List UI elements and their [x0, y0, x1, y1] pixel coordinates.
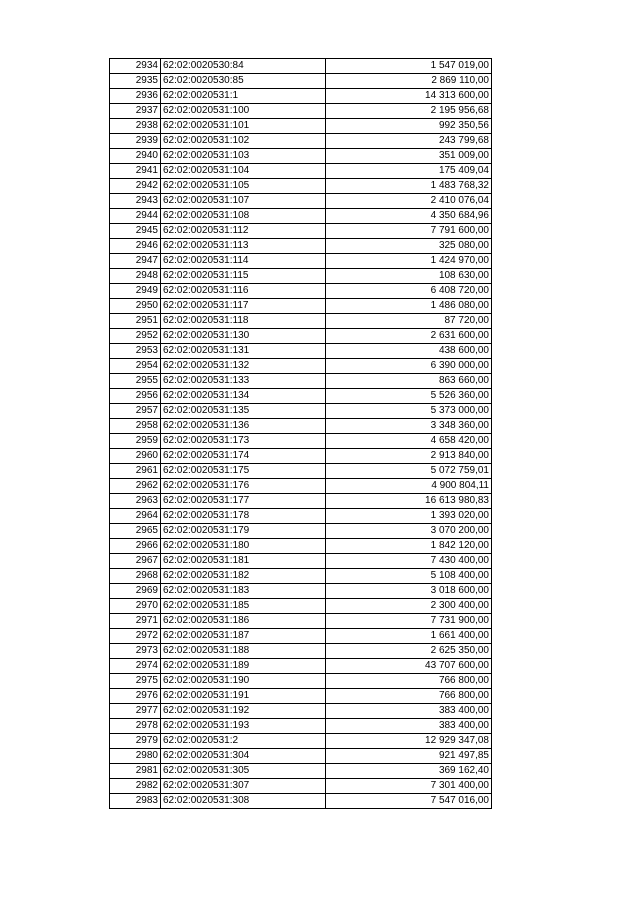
cadastral-value-cell: 243 799,68	[326, 134, 492, 149]
row-number-cell: 2967	[110, 554, 161, 569]
row-number-cell: 2934	[110, 59, 161, 74]
cadastral-number-cell: 62:02:0020531:186	[161, 614, 326, 629]
row-number-cell: 2939	[110, 134, 161, 149]
cadastral-number-cell: 62:02:0020531:136	[161, 419, 326, 434]
row-number-cell: 2947	[110, 254, 161, 269]
table-row	[110, 149, 492, 164]
cadastral-number-cell: 62:02:0020531:183	[161, 584, 326, 599]
table-row	[110, 344, 492, 359]
cadastral-number-cell: 62:02:0020531:173	[161, 434, 326, 449]
cadastral-number-cell: 62:02:0020531:115	[161, 269, 326, 284]
row-number-cell: 2983	[110, 794, 161, 809]
row-number-cell: 2942	[110, 179, 161, 194]
row-number-cell: 2943	[110, 194, 161, 209]
table-row	[110, 224, 492, 239]
table-row	[110, 134, 492, 149]
cadastral-value-cell: 2 625 350,00	[326, 644, 492, 659]
cadastral-value-cell: 87 720,00	[326, 314, 492, 329]
cadastral-number-cell: 62:02:0020531:187	[161, 629, 326, 644]
row-number-cell: 2949	[110, 284, 161, 299]
table-row	[110, 239, 492, 254]
table-row	[110, 494, 492, 509]
table-row	[110, 689, 492, 704]
cadastral-number-cell: 62:02:0020531:131	[161, 344, 326, 359]
table-row	[110, 479, 492, 494]
row-number-cell: 2956	[110, 389, 161, 404]
cadastral-number-cell: 62:02:0020531:118	[161, 314, 326, 329]
cadastral-number-cell: 62:02:0020531:113	[161, 239, 326, 254]
cadastral-number-cell: 62:02:0020531:117	[161, 299, 326, 314]
row-number-cell: 2946	[110, 239, 161, 254]
row-number-cell: 2954	[110, 359, 161, 374]
row-number-cell: 2963	[110, 494, 161, 509]
cadastral-number-cell: 62:02:0020531:308	[161, 794, 326, 809]
cadastral-value-cell: 1 661 400,00	[326, 629, 492, 644]
row-number-cell: 2953	[110, 344, 161, 359]
cadastral-number-cell: 62:02:0020531:105	[161, 179, 326, 194]
cadastral-number-cell: 62:02:0020531:100	[161, 104, 326, 119]
cadastral-value-cell: 12 929 347,08	[326, 734, 492, 749]
cadastral-value-cell: 7 791 600,00	[326, 224, 492, 239]
row-number-cell: 2962	[110, 479, 161, 494]
table-row	[110, 509, 492, 524]
cadastral-number-cell: 62:02:0020531:189	[161, 659, 326, 674]
cadastral-value-cell: 14 313 600,00	[326, 89, 492, 104]
cadastral-value-cell: 5 108 400,00	[326, 569, 492, 584]
cadastral-value-cell: 4 900 804,11	[326, 479, 492, 494]
row-number-cell: 2981	[110, 764, 161, 779]
cadastral-value-cell: 7 547 016,00	[326, 794, 492, 809]
cadastral-number-cell: 62:02:0020531:188	[161, 644, 326, 659]
cadastral-number-cell: 62:02:0020531:1	[161, 89, 326, 104]
cadastral-value-cell: 1 486 080,00	[326, 299, 492, 314]
cadastral-value-cell: 16 613 980,83	[326, 494, 492, 509]
cadastral-number-cell: 62:02:0020531:193	[161, 719, 326, 734]
table-row	[110, 299, 492, 314]
cadastral-value-cell: 2 300 400,00	[326, 599, 492, 614]
cadastral-value-cell: 383 400,00	[326, 719, 492, 734]
cadastral-number-cell: 62:02:0020531:182	[161, 569, 326, 584]
row-number-cell: 2969	[110, 584, 161, 599]
table-row	[110, 269, 492, 284]
row-number-cell: 2977	[110, 704, 161, 719]
cadastral-value-cell: 2 410 076,04	[326, 194, 492, 209]
cadastral-number-cell: 62:02:0020531:104	[161, 164, 326, 179]
table-row	[110, 104, 492, 119]
row-number-cell: 2976	[110, 689, 161, 704]
cadastral-value-cell: 351 009,00	[326, 149, 492, 164]
row-number-cell: 2964	[110, 509, 161, 524]
cadastral-value-cell: 175 409,04	[326, 164, 492, 179]
cadastral-number-cell: 62:02:0020531:304	[161, 749, 326, 764]
cadastral-value-cell: 1 842 120,00	[326, 539, 492, 554]
cadastral-number-cell: 62:02:0020531:135	[161, 404, 326, 419]
cadastral-value-cell: 325 080,00	[326, 239, 492, 254]
row-number-cell: 2952	[110, 329, 161, 344]
cadastral-number-cell: 62:02:0020531:112	[161, 224, 326, 239]
cadastral-value-cell: 766 800,00	[326, 689, 492, 704]
row-number-cell: 2980	[110, 749, 161, 764]
cadastral-value-cell: 863 660,00	[326, 374, 492, 389]
cadastral-number-cell: 62:02:0020531:176	[161, 479, 326, 494]
table-row	[110, 794, 492, 809]
row-number-cell: 2971	[110, 614, 161, 629]
cadastral-value-cell: 6 390 000,00	[326, 359, 492, 374]
row-number-cell: 2936	[110, 89, 161, 104]
row-number-cell: 2961	[110, 464, 161, 479]
table-row	[110, 74, 492, 89]
cadastral-value-cell: 3 018 600,00	[326, 584, 492, 599]
table-row	[110, 719, 492, 734]
row-number-cell: 2945	[110, 224, 161, 239]
table-row	[110, 179, 492, 194]
cadastral-value-cell: 921 497,85	[326, 749, 492, 764]
table-row	[110, 749, 492, 764]
table-row	[110, 659, 492, 674]
row-number-cell: 2935	[110, 74, 161, 89]
table-row	[110, 554, 492, 569]
cadastral-number-cell: 62:02:0020531:2	[161, 734, 326, 749]
cadastral-value-cell: 992 350,56	[326, 119, 492, 134]
cadastral-number-cell: 62:02:0020531:103	[161, 149, 326, 164]
row-number-cell: 2972	[110, 629, 161, 644]
cadastral-number-cell: 62:02:0020531:307	[161, 779, 326, 794]
table-row	[110, 674, 492, 689]
table-row	[110, 314, 492, 329]
cadastral-value-cell: 5 373 000,00	[326, 404, 492, 419]
cadastral-value-cell: 1 483 768,32	[326, 179, 492, 194]
table-row	[110, 629, 492, 644]
cadastral-value-cell: 5 526 360,00	[326, 389, 492, 404]
row-number-cell: 2955	[110, 374, 161, 389]
cadastral-value-cell: 7 430 400,00	[326, 554, 492, 569]
cadastral-value-cell: 43 707 600,00	[326, 659, 492, 674]
table-row	[110, 284, 492, 299]
row-number-cell: 2937	[110, 104, 161, 119]
row-number-cell: 2982	[110, 779, 161, 794]
table-row	[110, 734, 492, 749]
table-row	[110, 404, 492, 419]
table-row	[110, 374, 492, 389]
cadastral-value-cell: 2 869 110,00	[326, 74, 492, 89]
row-number-cell: 2979	[110, 734, 161, 749]
cadastral-value-cell: 438 600,00	[326, 344, 492, 359]
cadastral-number-cell: 62:02:0020531:305	[161, 764, 326, 779]
cadastral-number-cell: 62:02:0020531:175	[161, 464, 326, 479]
table-row	[110, 569, 492, 584]
cadastral-value-cell: 369 162,40	[326, 764, 492, 779]
table-row	[110, 764, 492, 779]
table-row	[110, 614, 492, 629]
cadastral-number-cell: 62:02:0020530:84	[161, 59, 326, 74]
table-row	[110, 59, 492, 74]
row-number-cell: 2941	[110, 164, 161, 179]
row-number-cell: 2957	[110, 404, 161, 419]
cadastral-value-cell: 5 072 759,01	[326, 464, 492, 479]
cadastral-value-cell: 2 913 840,00	[326, 449, 492, 464]
cadastral-value-cell: 2 195 956,68	[326, 104, 492, 119]
row-number-cell: 2970	[110, 599, 161, 614]
cadastral-number-cell: 62:02:0020531:107	[161, 194, 326, 209]
cadastral-number-cell: 62:02:0020531:177	[161, 494, 326, 509]
cadastral-value-cell: 1 393 020,00	[326, 509, 492, 524]
cadastral-value-cell: 7 731 900,00	[326, 614, 492, 629]
row-number-cell: 2975	[110, 674, 161, 689]
row-number-cell: 2965	[110, 524, 161, 539]
table-row	[110, 89, 492, 104]
cadastral-value-cell: 3 348 360,00	[326, 419, 492, 434]
cadastral-value-cell: 7 301 400,00	[326, 779, 492, 794]
row-number-cell: 2958	[110, 419, 161, 434]
table-row	[110, 599, 492, 614]
table-row	[110, 539, 492, 554]
cadastral-number-cell: 62:02:0020531:179	[161, 524, 326, 539]
cadastral-value-cell: 383 400,00	[326, 704, 492, 719]
cadastral-number-cell: 62:02:0020531:134	[161, 389, 326, 404]
cadastral-value-cell: 3 070 200,00	[326, 524, 492, 539]
cadastral-number-cell: 62:02:0020531:132	[161, 359, 326, 374]
row-number-cell: 2973	[110, 644, 161, 659]
table-row	[110, 119, 492, 134]
cadastral-number-cell: 62:02:0020531:133	[161, 374, 326, 389]
cadastral-number-cell: 62:02:0020531:130	[161, 329, 326, 344]
cadastral-value-cell: 1 547 019,00	[326, 59, 492, 74]
table-row	[110, 389, 492, 404]
row-number-cell: 2978	[110, 719, 161, 734]
row-number-cell: 2959	[110, 434, 161, 449]
table-row	[110, 779, 492, 794]
cadastral-number-cell: 62:02:0020531:116	[161, 284, 326, 299]
row-number-cell: 2974	[110, 659, 161, 674]
table-row	[110, 449, 492, 464]
row-number-cell: 2951	[110, 314, 161, 329]
row-number-cell: 2944	[110, 209, 161, 224]
row-number-cell: 2966	[110, 539, 161, 554]
cadastral-value-cell: 4 658 420,00	[326, 434, 492, 449]
cadastral-value-cell: 6 408 720,00	[326, 284, 492, 299]
table-row	[110, 359, 492, 374]
cadastral-number-cell: 62:02:0020531:178	[161, 509, 326, 524]
table-row	[110, 194, 492, 209]
table-row	[110, 584, 492, 599]
table-row	[110, 254, 492, 269]
table-row	[110, 329, 492, 344]
table-row	[110, 524, 492, 539]
cadastral-number-cell: 62:02:0020531:180	[161, 539, 326, 554]
cadastral-number-cell: 62:02:0020531:174	[161, 449, 326, 464]
table-row	[110, 464, 492, 479]
table-row	[110, 434, 492, 449]
row-number-cell: 2968	[110, 569, 161, 584]
cadastral-number-cell: 62:02:0020531:192	[161, 704, 326, 719]
cadastral-value-cell: 766 800,00	[326, 674, 492, 689]
table-row	[110, 419, 492, 434]
row-number-cell: 2938	[110, 119, 161, 134]
cadastral-value-table	[109, 58, 492, 809]
cadastral-number-cell: 62:02:0020531:191	[161, 689, 326, 704]
cadastral-number-cell: 62:02:0020531:114	[161, 254, 326, 269]
cadastral-value-cell: 4 350 684,96	[326, 209, 492, 224]
cadastral-value-cell: 108 630,00	[326, 269, 492, 284]
table-row	[110, 209, 492, 224]
cadastral-value-cell: 1 424 970,00	[326, 254, 492, 269]
table-body	[110, 59, 492, 809]
cadastral-number-cell: 62:02:0020531:185	[161, 599, 326, 614]
cadastral-number-cell: 62:02:0020531:181	[161, 554, 326, 569]
cadastral-number-cell: 62:02:0020530:85	[161, 74, 326, 89]
row-number-cell: 2940	[110, 149, 161, 164]
table-row	[110, 704, 492, 719]
cadastral-number-cell: 62:02:0020531:102	[161, 134, 326, 149]
row-number-cell: 2948	[110, 269, 161, 284]
table-row	[110, 164, 492, 179]
table-row	[110, 644, 492, 659]
cadastral-number-cell: 62:02:0020531:108	[161, 209, 326, 224]
row-number-cell: 2950	[110, 299, 161, 314]
cadastral-number-cell: 62:02:0020531:190	[161, 674, 326, 689]
cadastral-value-cell: 2 631 600,00	[326, 329, 492, 344]
cadastral-number-cell: 62:02:0020531:101	[161, 119, 326, 134]
row-number-cell: 2960	[110, 449, 161, 464]
